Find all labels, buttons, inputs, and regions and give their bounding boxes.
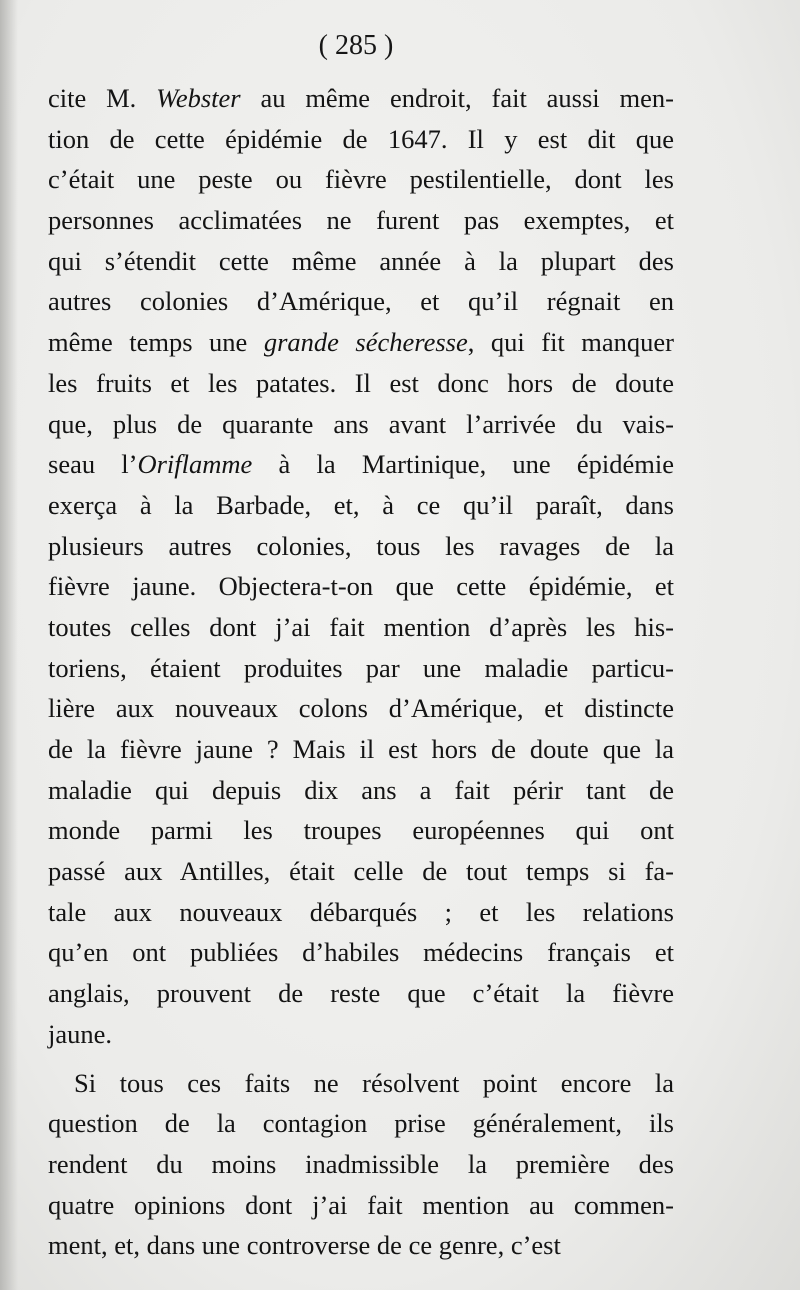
text-run: plusieurs autres colonies, tous les ravages de la: [48, 530, 674, 561]
text-line: [48, 526, 674, 567]
text-line: [48, 566, 674, 607]
text-line: [48, 688, 674, 729]
text-line: [48, 363, 674, 404]
text-line: [48, 444, 674, 485]
text-run: cite M.: [48, 83, 157, 113]
page-number: ( 285 ): [318, 30, 394, 61]
text-run: qu’en ont publiées d’habiles médecins français et: [48, 937, 674, 968]
text-line: [48, 1225, 674, 1266]
text-line: [48, 200, 674, 241]
text-run: toutes celles dont j’ai fait mention d’après les his-: [48, 611, 674, 642]
text-line: [48, 648, 674, 689]
text-line: [48, 770, 674, 811]
text-run: anglais, prouvent de reste que c’était la fièvre: [48, 978, 674, 1009]
text-run: monde parmi les troupes européennes qui ont: [48, 815, 674, 846]
text-run: seau l’: [48, 449, 138, 480]
text-run: lière aux nouveaux colons d’Amérique, et distincte: [48, 693, 674, 724]
text-line: [48, 322, 674, 363]
text-run: exerça à la Barbade, et, à ce qu’il paraît, dans: [48, 489, 674, 520]
text-run: c’était une peste ou fièvre pestilentielle, dont les: [48, 164, 674, 195]
text-run: que, plus de quarante ans avant l’arrivée du vais-: [48, 408, 674, 439]
text-run: personnes acclimatées ne furent pas exemptes, et: [48, 205, 674, 236]
italic-text-run: Oriflamme: [137, 449, 253, 480]
text-line: [48, 404, 674, 445]
text-run: tion de cette épidémie de 1647. Il y est dit que: [48, 123, 674, 154]
paragraph: [48, 1063, 674, 1266]
text-line: [48, 1014, 674, 1055]
text-line: [48, 729, 674, 770]
text-run: Si tous ces faits ne résolvent point encore la: [74, 1067, 674, 1098]
text-run: les fruits et les patates. Il est donc hors de doute: [48, 367, 674, 398]
text-run: fièvre jaune. Objectera-t-on que cette épidémie, et: [48, 571, 674, 602]
italic-text-run: Webster: [156, 83, 241, 113]
text-run: ment, et, dans une controverse de ce genre, c’est: [48, 1230, 561, 1261]
text-line: [48, 607, 674, 648]
text-run: même temps une: [48, 327, 264, 358]
text-run: , qui fit manquer: [467, 327, 675, 358]
text-run: rendent du moins inadmissible la première des: [48, 1148, 674, 1179]
text-line: [48, 1103, 674, 1144]
text-line: [48, 78, 674, 119]
text-run: jaune.: [48, 1018, 113, 1049]
text-line: [48, 281, 674, 322]
text-run: tale aux nouveaux débarqués ; et les relations: [48, 896, 674, 927]
text-line: [48, 973, 674, 1014]
page-gutter-shadow: [0, 0, 18, 1290]
text-line: [48, 851, 674, 892]
text-run: autres colonies d’Amérique, et qu’il régnait en: [48, 286, 674, 317]
text-run: qui s’étendit cette même année à la plupart des: [48, 245, 674, 276]
text-line: [48, 241, 674, 282]
text-line: [48, 932, 674, 973]
text-line: [48, 485, 674, 526]
paragraph: [48, 78, 674, 1055]
text-run: quatre opinions dont j’ai fait mention au commen-: [48, 1189, 674, 1220]
text-line: [48, 892, 674, 933]
text-run: au même endroit, fait aussi men-: [240, 83, 674, 113]
text-line: [48, 1063, 674, 1104]
text-run: de la fièvre jaune ? Mais il est hors de doute que la: [48, 734, 674, 764]
italic-text-run: grande sécheresse: [263, 327, 468, 358]
body-text: [48, 78, 674, 1266]
text-run: maladie qui depuis dix ans a fait périr tant de: [48, 774, 674, 805]
text-run: passé aux Antilles, était celle de tout temps si fa-: [48, 856, 674, 887]
text-run: à la Martinique, une épidémie: [252, 449, 674, 480]
text-run: question de la contagion prise généralement, ils: [48, 1108, 674, 1139]
paragraph-gap: [48, 1055, 674, 1063]
text-run: toriens, étaient produites par une maladie particu-: [48, 652, 674, 683]
text-line: [48, 1144, 674, 1185]
text-line: [48, 119, 674, 160]
text-line: [48, 1185, 674, 1226]
text-line: [48, 810, 674, 851]
text-line: [48, 159, 674, 200]
